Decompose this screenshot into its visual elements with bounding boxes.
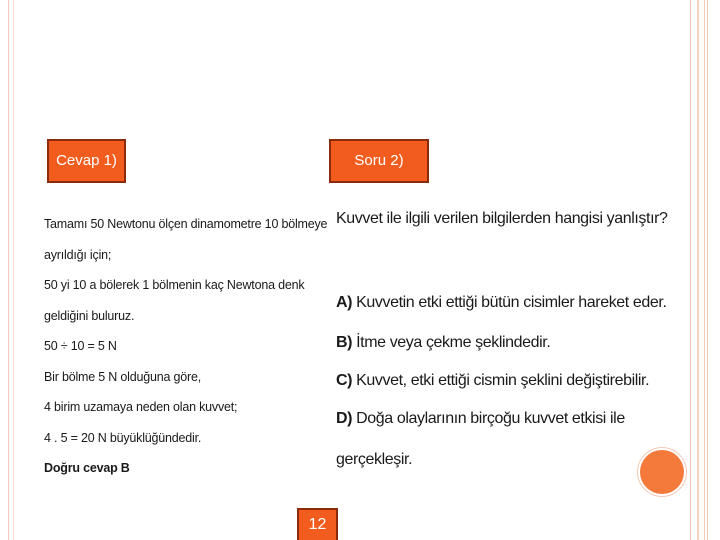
answer-line: Tamamı 50 Newtonu ölçen dinamometre 10 bölmeye (44, 217, 328, 231)
page-number: 12 (308, 516, 327, 533)
answer-label: Cevap 1) (56, 152, 117, 169)
option-text: Doğa olaylarının birçoğu kuvvet etkisi ile (356, 410, 625, 427)
option-text: Kuvvetin etki ettiği bütün cisimler hareket eder. (356, 294, 667, 311)
option-letter: A) (336, 294, 353, 311)
answer-line: 50 ÷ 10 = 5 N (44, 339, 117, 353)
answer-line: 4 birim uzamaya neden olan kuvvet; (44, 400, 238, 414)
frame-line-left (13, 0, 14, 540)
answer-line: 4 . 5 = 20 N büyüklüğündedir. (44, 430, 202, 445)
answer-line: 50 yi 10 a bölerek 1 bölmenin kaç Newtona denk (44, 278, 305, 292)
correct-answer: Doğru cevap B (44, 461, 130, 475)
answer-line: ayrıldığı için; (44, 247, 112, 262)
option-d-continuation: gerçekleşir. (336, 451, 413, 468)
option-a (336, 294, 667, 312)
option-c (336, 372, 649, 390)
page-number-box (297, 508, 338, 540)
option-text: İtme veya çekme şeklindedir. (356, 334, 551, 351)
answer-line: geldiğini buluruz. (44, 308, 135, 323)
answer-label-box (47, 139, 126, 183)
question-stem: Kuvvet ile ilgili verilen bilgilerden hangisi yanlıştır? (336, 210, 668, 227)
frame-line-right-inner (690, 0, 691, 540)
question-label-box (329, 139, 429, 183)
question-label: Soru 2) (354, 152, 404, 169)
option-b (336, 334, 550, 352)
option-letter: C) (336, 372, 353, 389)
answer-explanation (44, 211, 328, 486)
frame-line-right-outer (704, 0, 705, 540)
option-letter: D) (336, 410, 353, 427)
option-d (336, 410, 625, 428)
option-letter: B) (336, 334, 353, 351)
decorative-circle (640, 450, 684, 494)
frame-line-right-middle (697, 0, 699, 540)
answer-line: Bir bölme 5 N olduğuna göre, (44, 369, 201, 384)
option-text: Kuvvet, etki ettiği cismin şeklini değiştirebilir. (356, 372, 650, 389)
